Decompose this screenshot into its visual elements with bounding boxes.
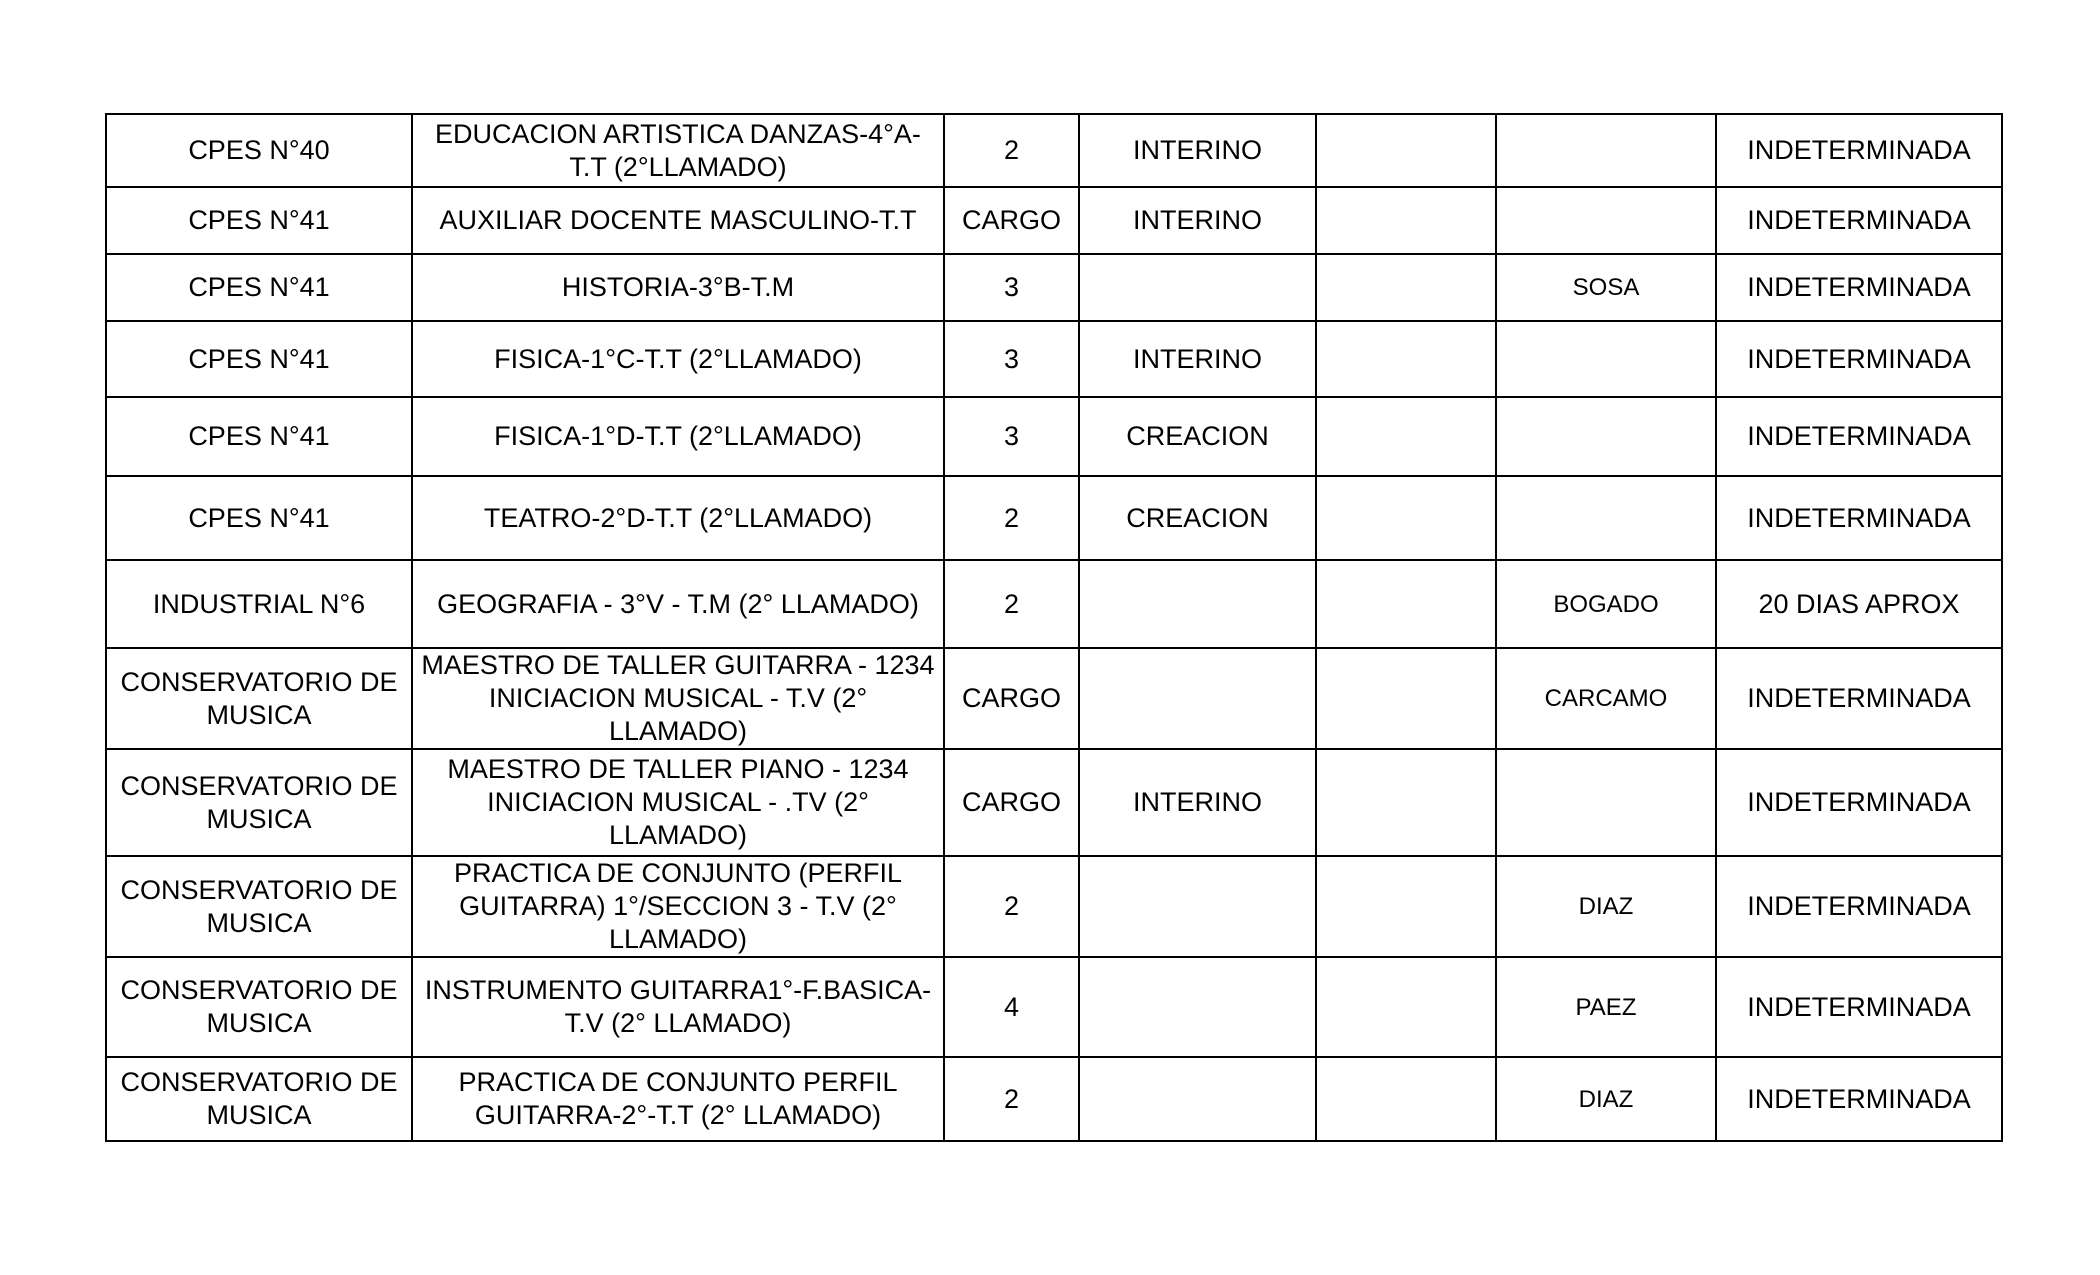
duration-cell: INDETERMINADA <box>1716 114 2002 187</box>
holder-cell <box>1496 321 1716 397</box>
table-row <box>106 187 2002 254</box>
holder-cell: BOGADO <box>1496 560 1716 648</box>
school-cell: CONSERVATORIO DE MUSICA <box>106 856 412 957</box>
school-cell: CONSERVATORIO DE MUSICA <box>106 957 412 1057</box>
hours-cell: CARGO <box>944 648 1079 749</box>
subject-cell: FISICA-1°D-T.T (2°LLAMADO) <box>412 397 944 476</box>
hours-cell: 2 <box>944 114 1079 187</box>
table-row <box>106 560 2002 648</box>
subject-cell: MAESTRO DE TALLER GUITARRA - 1234 INICIACION MUSICAL - T.V (2° LLAMADO) <box>412 648 944 749</box>
subject-cell: EDUCACION ARTISTICA DANZAS-4°A-T.T (2°LLAMADO) <box>412 114 944 187</box>
subject-cell: AUXILIAR DOCENTE MASCULINO-T.T <box>412 187 944 254</box>
status-cell: INTERINO <box>1079 749 1316 856</box>
status-cell <box>1079 1057 1316 1141</box>
holder-cell: CARCAMO <box>1496 648 1716 749</box>
duration-cell: 20 DIAS APROX <box>1716 560 2002 648</box>
hours-cell: 3 <box>944 321 1079 397</box>
blank-cell <box>1316 397 1496 476</box>
status-cell <box>1079 560 1316 648</box>
status-cell: INTERINO <box>1079 114 1316 187</box>
duration-cell: INDETERMINADA <box>1716 254 2002 321</box>
table-row <box>106 321 2002 397</box>
holder-cell <box>1496 187 1716 254</box>
duration-cell: INDETERMINADA <box>1716 397 2002 476</box>
status-cell <box>1079 856 1316 957</box>
school-cell: CONSERVATORIO DE MUSICA <box>106 1057 412 1141</box>
blank-cell <box>1316 560 1496 648</box>
school-cell: INDUSTRIAL N°6 <box>106 560 412 648</box>
hours-cell: 3 <box>944 397 1079 476</box>
status-cell: CREACION <box>1079 476 1316 560</box>
blank-cell <box>1316 187 1496 254</box>
holder-cell <box>1496 397 1716 476</box>
school-cell: CPES N°41 <box>106 321 412 397</box>
duration-cell: INDETERMINADA <box>1716 856 2002 957</box>
hours-cell: CARGO <box>944 749 1079 856</box>
table-row <box>106 957 2002 1057</box>
duration-cell: INDETERMINADA <box>1716 957 2002 1057</box>
holder-cell <box>1496 476 1716 560</box>
hours-cell: 2 <box>944 560 1079 648</box>
blank-cell <box>1316 856 1496 957</box>
blank-cell <box>1316 321 1496 397</box>
table-row <box>106 397 2002 476</box>
hours-cell: 2 <box>944 476 1079 560</box>
school-cell: CPES N°41 <box>106 476 412 560</box>
table-row <box>106 114 2002 187</box>
duration-cell: INDETERMINADA <box>1716 648 2002 749</box>
holder-cell: PAEZ <box>1496 957 1716 1057</box>
status-cell <box>1079 648 1316 749</box>
school-cell: CPES N°40 <box>106 114 412 187</box>
subject-cell: GEOGRAFIA - 3°V - T.M (2° LLAMADO) <box>412 560 944 648</box>
school-cell: CPES N°41 <box>106 187 412 254</box>
blank-cell <box>1316 476 1496 560</box>
duration-cell: INDETERMINADA <box>1716 187 2002 254</box>
table-row <box>106 1057 2002 1141</box>
table-row <box>106 476 2002 560</box>
school-cell: CPES N°41 <box>106 397 412 476</box>
table-row <box>106 254 2002 321</box>
status-cell: INTERINO <box>1079 187 1316 254</box>
blank-cell <box>1316 254 1496 321</box>
hours-cell: 2 <box>944 1057 1079 1141</box>
blank-cell <box>1316 957 1496 1057</box>
blank-cell <box>1316 114 1496 187</box>
duration-cell: INDETERMINADA <box>1716 749 2002 856</box>
holder-cell: SOSA <box>1496 254 1716 321</box>
blank-cell <box>1316 749 1496 856</box>
subject-cell: MAESTRO DE TALLER PIANO - 1234 INICIACION MUSICAL - .TV (2° LLAMADO) <box>412 749 944 856</box>
duration-cell: INDETERMINADA <box>1716 476 2002 560</box>
holder-cell: DIAZ <box>1496 1057 1716 1141</box>
table-row <box>106 856 2002 957</box>
subject-cell: INSTRUMENTO GUITARRA1°-F.BASICA-T.V (2° LLAMADO) <box>412 957 944 1057</box>
subject-cell: HISTORIA-3°B-T.M <box>412 254 944 321</box>
hours-cell: CARGO <box>944 187 1079 254</box>
vacancies-table <box>105 113 2003 1142</box>
duration-cell: INDETERMINADA <box>1716 1057 2002 1141</box>
status-cell: INTERINO <box>1079 321 1316 397</box>
duration-cell: INDETERMINADA <box>1716 321 2002 397</box>
subject-cell: PRACTICA DE CONJUNTO PERFIL GUITARRA-2°-T.T (2° LLAMADO) <box>412 1057 944 1141</box>
status-cell: CREACION <box>1079 397 1316 476</box>
school-cell: CPES N°41 <box>106 254 412 321</box>
hours-cell: 3 <box>944 254 1079 321</box>
holder-cell: DIAZ <box>1496 856 1716 957</box>
holder-cell <box>1496 114 1716 187</box>
school-cell: CONSERVATORIO DE MUSICA <box>106 749 412 856</box>
table-row <box>106 648 2002 749</box>
subject-cell: TEATRO-2°D-T.T (2°LLAMADO) <box>412 476 944 560</box>
hours-cell: 2 <box>944 856 1079 957</box>
status-cell <box>1079 957 1316 1057</box>
blank-cell <box>1316 1057 1496 1141</box>
blank-cell <box>1316 648 1496 749</box>
subject-cell: PRACTICA DE CONJUNTO (PERFIL GUITARRA) 1°/SECCION 3 - T.V (2° LLAMADO) <box>412 856 944 957</box>
holder-cell <box>1496 749 1716 856</box>
hours-cell: 4 <box>944 957 1079 1057</box>
school-cell: CONSERVATORIO DE MUSICA <box>106 648 412 749</box>
subject-cell: FISICA-1°C-T.T (2°LLAMADO) <box>412 321 944 397</box>
status-cell <box>1079 254 1316 321</box>
table-row <box>106 749 2002 856</box>
